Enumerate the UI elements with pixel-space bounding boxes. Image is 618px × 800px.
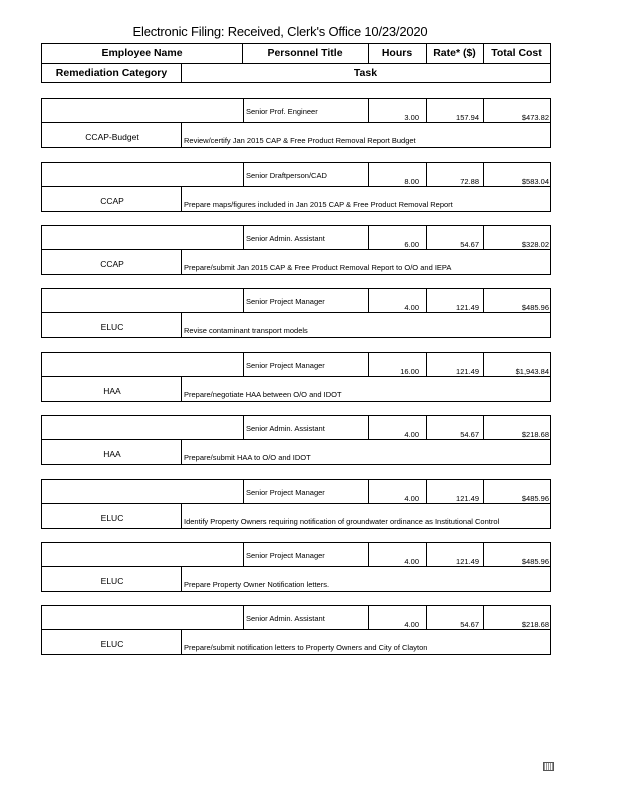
entry-rate: 54.67 bbox=[460, 620, 479, 629]
entry-task: Identify Property Owners requiring notification of groundwater ordinance as Institutional Control bbox=[184, 517, 500, 526]
entry-detail-row bbox=[41, 415, 551, 439]
entry-detail-row bbox=[41, 162, 551, 186]
labor-entry bbox=[41, 415, 551, 465]
entry-hours: 6.00 bbox=[404, 240, 419, 249]
entry-task: Prepare Property Owner Notification letters. bbox=[184, 580, 330, 589]
filing-stamp: Electronic Filing: Received, Clerk's Office 10/23/2020 bbox=[132, 24, 428, 39]
entry-total-cost: $1,943.84 bbox=[515, 367, 549, 376]
entry-task: Prepare/submit HAA to O/O and IDOT bbox=[184, 453, 311, 462]
entry-rate: 121.49 bbox=[456, 303, 479, 312]
entry-personnel-title: Senior Project Manager bbox=[246, 297, 325, 306]
entry-rate: 54.67 bbox=[460, 430, 479, 439]
entry-task-row bbox=[41, 503, 551, 529]
entry-task-row bbox=[41, 439, 551, 465]
entry-detail-row bbox=[41, 288, 551, 312]
entry-remediation-category: ELUC bbox=[100, 576, 124, 586]
entry-total-cost: $218.68 bbox=[521, 430, 549, 439]
entry-task: Prepare maps/figures included in Jan 2015 CAP & Free Product Removal Report bbox=[184, 200, 453, 209]
labor-entry bbox=[41, 605, 551, 655]
entry-task-row bbox=[41, 122, 551, 148]
labor-entry bbox=[41, 352, 551, 402]
header-employee-name: Employee Name bbox=[101, 47, 183, 59]
entry-hours: 4.00 bbox=[404, 430, 419, 439]
entry-task: Revise contaminant transport models bbox=[184, 326, 308, 335]
entry-task: Prepare/submit Jan 2015 CAP & Free Product Removal Report to O/O and IEPA bbox=[184, 263, 452, 272]
entry-detail-row bbox=[41, 605, 551, 629]
entry-total-cost: $328.02 bbox=[521, 240, 549, 249]
entry-hours: 4.00 bbox=[404, 303, 419, 312]
header-remediation-category: Remediation Category bbox=[55, 67, 168, 79]
entry-personnel-title: Senior Project Manager bbox=[246, 551, 325, 560]
entry-detail-row bbox=[41, 542, 551, 566]
header-personnel-title: Personnel Title bbox=[267, 47, 343, 59]
labor-entry bbox=[41, 225, 551, 275]
header-row-1 bbox=[42, 44, 550, 64]
entry-detail-row bbox=[41, 225, 551, 249]
header-rate: Rate* ($) bbox=[433, 47, 476, 59]
entry-hours: 4.00 bbox=[404, 620, 419, 629]
entry-detail-row bbox=[41, 479, 551, 503]
header-task: Task bbox=[353, 67, 378, 79]
entry-task: Review/certify Jan 2015 CAP & Free Product Removal Report Budget bbox=[184, 136, 416, 145]
entry-personnel-title: Senior Admin. Assistant bbox=[246, 234, 325, 243]
entry-task-row bbox=[41, 566, 551, 592]
entry-hours: 4.00 bbox=[404, 557, 419, 566]
entry-task-row bbox=[41, 312, 551, 338]
entry-total-cost: $218.68 bbox=[521, 620, 549, 629]
entry-personnel-title: Senior Admin. Assistant bbox=[246, 614, 325, 623]
entry-task: Prepare/submit notification letters to Property Owners and City of Clayton bbox=[184, 643, 428, 652]
header-total-cost: Total Cost bbox=[491, 47, 542, 59]
entry-remediation-category: ELUC bbox=[100, 513, 124, 523]
entry-task-row bbox=[41, 376, 551, 402]
entry-personnel-title: Senior Prof. Engineer bbox=[246, 107, 318, 116]
entry-rate: 121.49 bbox=[456, 367, 479, 376]
entry-hours: 3.00 bbox=[404, 113, 419, 122]
labor-entry bbox=[41, 288, 551, 338]
entry-detail-row bbox=[41, 98, 551, 122]
entry-personnel-title: Senior Project Manager bbox=[246, 488, 325, 497]
entry-task-row bbox=[41, 629, 551, 655]
header-row-2 bbox=[42, 64, 550, 83]
entry-rate: 121.49 bbox=[456, 494, 479, 503]
entry-personnel-title: Senior Admin. Assistant bbox=[246, 424, 325, 433]
entry-hours: 4.00 bbox=[404, 494, 419, 503]
entry-rate: 121.49 bbox=[456, 557, 479, 566]
entry-remediation-category: HAA bbox=[103, 449, 121, 459]
entry-detail-row bbox=[41, 352, 551, 376]
entry-personnel-title: Senior Draftperson/CAD bbox=[246, 171, 327, 180]
entry-rate: 157.94 bbox=[456, 113, 479, 122]
scan-mark bbox=[543, 762, 554, 771]
entry-task-row bbox=[41, 186, 551, 212]
entry-personnel-title: Senior Project Manager bbox=[246, 361, 325, 370]
entry-remediation-category: ELUC bbox=[100, 322, 124, 332]
entry-remediation-category: CCAP bbox=[100, 196, 124, 206]
entry-hours: 16.00 bbox=[400, 367, 419, 376]
labor-entry bbox=[41, 479, 551, 529]
labor-entry bbox=[41, 162, 551, 212]
entry-task: Prepare/negotiate HAA between O/O and IDOT bbox=[184, 390, 342, 399]
labor-entry bbox=[41, 98, 551, 148]
entry-rate: 72.88 bbox=[460, 177, 479, 186]
entry-total-cost: $485.96 bbox=[521, 557, 549, 566]
entry-remediation-category: CCAP-Budget bbox=[85, 132, 139, 142]
entry-total-cost: $485.96 bbox=[521, 303, 549, 312]
column-header-table bbox=[41, 43, 551, 83]
labor-entry bbox=[41, 542, 551, 592]
entry-rate: 54.67 bbox=[460, 240, 479, 249]
entry-remediation-category: ELUC bbox=[100, 639, 124, 649]
header-hours: Hours bbox=[381, 47, 413, 59]
entry-remediation-category: CCAP bbox=[100, 259, 124, 269]
entry-hours: 8.00 bbox=[404, 177, 419, 186]
entry-total-cost: $583.04 bbox=[521, 177, 549, 186]
entry-total-cost: $485.96 bbox=[521, 494, 549, 503]
entry-total-cost: $473.82 bbox=[521, 113, 549, 122]
entry-remediation-category: HAA bbox=[103, 386, 121, 396]
entry-task-row bbox=[41, 249, 551, 275]
